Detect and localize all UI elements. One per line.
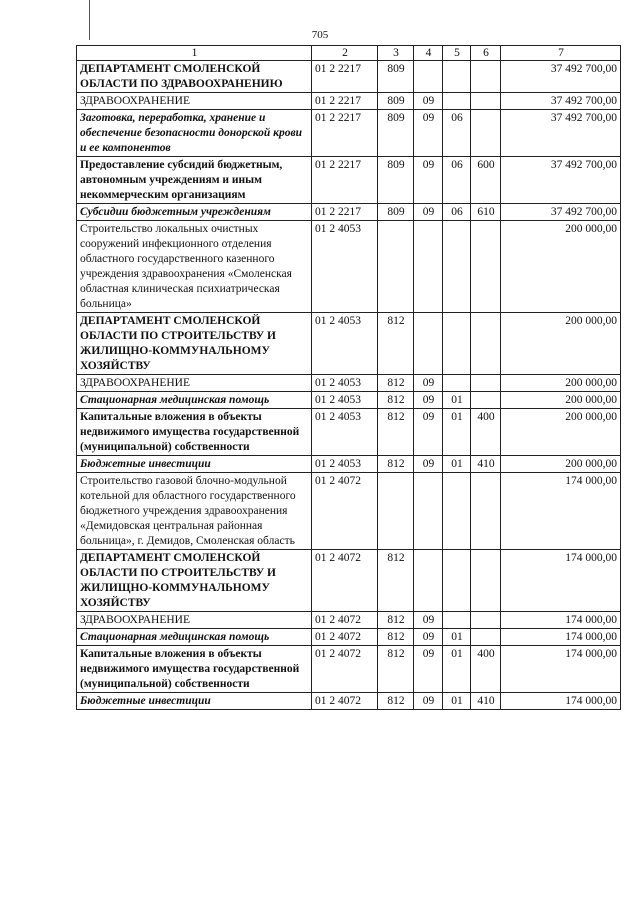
target-article-code: 01 2 4053 (312, 221, 378, 313)
expense-type-code (471, 392, 501, 409)
target-article-code: 01 2 2217 (312, 157, 378, 204)
table-row (77, 693, 621, 710)
page-number: 705 (311, 29, 329, 41)
table-row (77, 93, 621, 110)
target-article-code: 01 2 4053 (312, 313, 378, 375)
section-code: 09 (414, 409, 443, 456)
subsection-code (443, 612, 471, 629)
ministry-code: 812 (378, 693, 414, 710)
amount: 200 000,00 (501, 456, 621, 473)
ministry-code: 812 (378, 646, 414, 693)
expense-type-code (471, 313, 501, 375)
row-name: ДЕПАРТАМЕНТ СМОЛЕНСКОЙ ОБЛАСТИ ПО СТРОИТЕЛЬСТВУ И ЖИЛИЩНО-КОММУНАЛЬНОМУ ХОЗЯЙСТВУ (77, 313, 312, 375)
target-article-code: 01 2 4072 (312, 550, 378, 612)
ministry-code: 812 (378, 392, 414, 409)
column-header-row (77, 46, 621, 61)
target-article-code: 01 2 4072 (312, 646, 378, 693)
expense-type-code: 400 (471, 646, 501, 693)
table-row (77, 473, 621, 550)
budget-table-body (77, 46, 621, 710)
section-code: 09 (414, 375, 443, 392)
table-row (77, 392, 621, 409)
amount: 200 000,00 (501, 375, 621, 392)
expense-type-code (471, 93, 501, 110)
target-article-code: 01 2 4053 (312, 392, 378, 409)
table-row (77, 456, 621, 473)
table-row (77, 629, 621, 646)
column-header: 2 (312, 46, 378, 61)
target-article-code: 01 2 4053 (312, 375, 378, 392)
ministry-code: 812 (378, 375, 414, 392)
section-code: 09 (414, 646, 443, 693)
ministry-code: 809 (378, 204, 414, 221)
row-name: Бюджетные инвестиции (77, 693, 312, 710)
ministry-code: 812 (378, 629, 414, 646)
amount: 174 000,00 (501, 646, 621, 693)
expense-type-code: 610 (471, 204, 501, 221)
expense-type-code (471, 61, 501, 93)
target-article-code: 01 2 2217 (312, 204, 378, 221)
row-name: ЗДРАВООХРАНЕНИЕ (77, 375, 312, 392)
table-row (77, 409, 621, 456)
subsection-code (443, 221, 471, 313)
section-code (414, 61, 443, 93)
section-code: 09 (414, 157, 443, 204)
amount: 200 000,00 (501, 392, 621, 409)
expense-type-code (471, 629, 501, 646)
table-row (77, 157, 621, 204)
table-row (77, 612, 621, 629)
column-header: 5 (443, 46, 471, 61)
subsection-code (443, 61, 471, 93)
row-name: Стационарная медицинская помощь (77, 392, 312, 409)
row-name: Субсидии бюджетным учреждениям (77, 204, 312, 221)
section-code (414, 473, 443, 550)
table-row (77, 61, 621, 93)
subsection-code (443, 550, 471, 612)
subsection-code (443, 473, 471, 550)
expense-type-code: 410 (471, 693, 501, 710)
ministry-code: 812 (378, 313, 414, 375)
target-article-code: 01 2 4072 (312, 473, 378, 550)
row-name: Капитальные вложения в объекты недвижимого имущества государственной (муниципальной) собственности (77, 409, 312, 456)
ministry-code: 809 (378, 93, 414, 110)
amount: 174 000,00 (501, 629, 621, 646)
row-name: ДЕПАРТАМЕНТ СМОЛЕНСКОЙ ОБЛАСТИ ПО ЗДРАВООХРАНЕНИЮ (77, 61, 312, 93)
table-row (77, 550, 621, 612)
amount: 174 000,00 (501, 612, 621, 629)
row-name: ДЕПАРТАМЕНТ СМОЛЕНСКОЙ ОБЛАСТИ ПО СТРОИТЕЛЬСТВУ И ЖИЛИЩНО-КОММУНАЛЬНОМУ ХОЗЯЙСТВУ (77, 550, 312, 612)
row-name: Стационарная медицинская помощь (77, 629, 312, 646)
column-header: 4 (414, 46, 443, 61)
ministry-code: 812 (378, 550, 414, 612)
section-code: 09 (414, 204, 443, 221)
expense-type-code: 400 (471, 409, 501, 456)
target-article-code: 01 2 4072 (312, 612, 378, 629)
subsection-code: 06 (443, 157, 471, 204)
target-article-code: 01 2 2217 (312, 93, 378, 110)
subsection-code (443, 375, 471, 392)
row-name: Бюджетные инвестиции (77, 456, 312, 473)
table-row (77, 646, 621, 693)
row-name: Капитальные вложения в объекты недвижимого имущества государственной (муниципальной) собственности (77, 646, 312, 693)
subsection-code: 01 (443, 392, 471, 409)
target-article-code: 01 2 4053 (312, 409, 378, 456)
ministry-code: 812 (378, 456, 414, 473)
amount: 174 000,00 (501, 550, 621, 612)
target-article-code: 01 2 2217 (312, 110, 378, 157)
section-code: 09 (414, 629, 443, 646)
amount: 37 492 700,00 (501, 157, 621, 204)
column-header: 1 (77, 46, 312, 61)
expense-type-code (471, 375, 501, 392)
table-row (77, 375, 621, 392)
section-code (414, 313, 443, 375)
subsection-code (443, 93, 471, 110)
subsection-code: 01 (443, 693, 471, 710)
table-row (77, 110, 621, 157)
ministry-code: 809 (378, 110, 414, 157)
amount: 200 000,00 (501, 313, 621, 375)
row-name: Строительство газовой блочно-модульной котельной для областного государственного бюджетного учреждения здравоохранения «Демидовская центральная районная больница», г. Демидов, Смоленская область (77, 473, 312, 550)
row-name: Заготовка, переработка, хранение и обеспечение безопасности донорской крови и ее компонентов (77, 110, 312, 157)
section-code: 09 (414, 110, 443, 157)
section-code: 09 (414, 456, 443, 473)
subsection-code: 01 (443, 409, 471, 456)
ministry-code: 809 (378, 157, 414, 204)
subsection-code: 01 (443, 456, 471, 473)
subsection-code (443, 313, 471, 375)
section-code (414, 550, 443, 612)
section-code (414, 221, 443, 313)
expense-type-code (471, 550, 501, 612)
column-header: 3 (378, 46, 414, 61)
row-name: ЗДРАВООХРАНЕНИЕ (77, 93, 312, 110)
table-row (77, 204, 621, 221)
section-code: 09 (414, 693, 443, 710)
amount: 37 492 700,00 (501, 93, 621, 110)
column-header: 7 (501, 46, 621, 61)
budget-table (76, 45, 621, 710)
target-article-code: 01 2 4072 (312, 693, 378, 710)
amount: 37 492 700,00 (501, 110, 621, 157)
expense-type-code (471, 221, 501, 313)
column-header: 6 (471, 46, 501, 61)
target-article-code: 01 2 4053 (312, 456, 378, 473)
amount: 200 000,00 (501, 409, 621, 456)
subsection-code: 01 (443, 629, 471, 646)
section-code: 09 (414, 392, 443, 409)
expense-type-code (471, 473, 501, 550)
amount: 200 000,00 (501, 221, 621, 313)
ministry-code (378, 473, 414, 550)
target-article-code: 01 2 2217 (312, 61, 378, 93)
subsection-code: 06 (443, 204, 471, 221)
section-code: 09 (414, 93, 443, 110)
row-name: Строительство локальных очистных сооружений инфекционного отделения областного государственного казенного учреждения здравоохранения «Смоленская областная клиническая психиатрическая больница» (77, 221, 312, 313)
row-name: ЗДРАВООХРАНЕНИЕ (77, 612, 312, 629)
row-name: Предоставление субсидий бюджетным, автономным учреждениям и иным некоммерческим организациям (77, 157, 312, 204)
section-code: 09 (414, 612, 443, 629)
ministry-code (378, 221, 414, 313)
amount: 174 000,00 (501, 693, 621, 710)
expense-type-code: 600 (471, 157, 501, 204)
subsection-code: 01 (443, 646, 471, 693)
amount: 37 492 700,00 (501, 204, 621, 221)
subsection-code: 06 (443, 110, 471, 157)
expense-type-code: 410 (471, 456, 501, 473)
amount: 37 492 700,00 (501, 61, 621, 93)
expense-type-code (471, 612, 501, 629)
ministry-code: 812 (378, 409, 414, 456)
amount: 174 000,00 (501, 473, 621, 550)
expense-type-code (471, 110, 501, 157)
target-article-code: 01 2 4072 (312, 629, 378, 646)
ministry-code: 809 (378, 61, 414, 93)
table-row (77, 313, 621, 375)
ministry-code: 812 (378, 612, 414, 629)
table-row (77, 221, 621, 313)
